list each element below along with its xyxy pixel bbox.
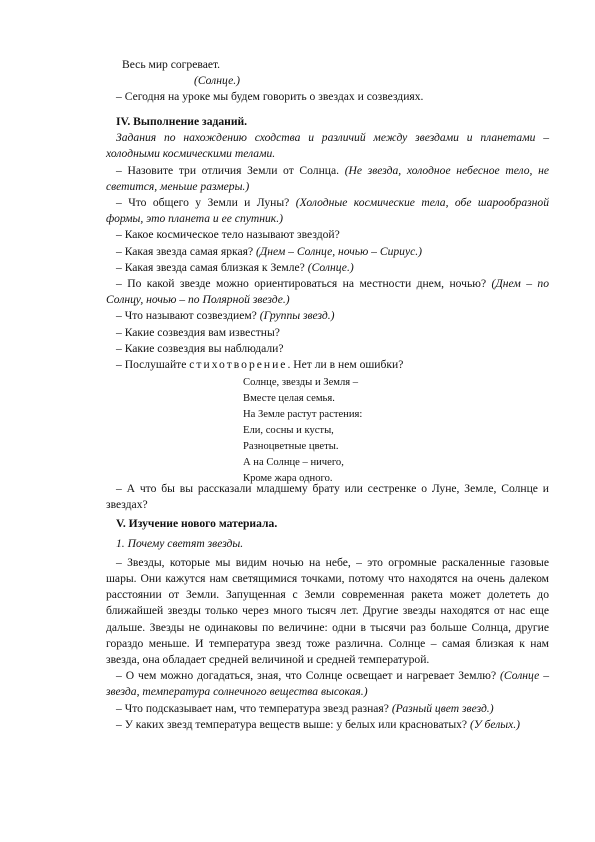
question-4: – Какая звезда самая яркая? (Днем – Солнце, ночью – Сириус.)	[116, 244, 423, 258]
question-2: – Что общего у Земли и Луны? (Холодные космические тела, обе шарообразной формы, это планета и ее спутник.)	[106, 196, 549, 226]
section-4-heading: IV. Выполнение заданий.	[116, 115, 248, 128]
poem	[243, 375, 463, 487]
answer-4: (Днем – Солнце, ночью – Сириус.)	[256, 244, 423, 258]
question-1: – Назовите три отличия Земли от Солнца. (Не звезда, холодное небесное тело, не светится, меньше размеры.)	[106, 163, 550, 193]
after-poem-question: – А что бы вы рассказали младшему брату или сестренке о Луне, Земле, Солнце и звездах?	[106, 482, 549, 512]
question-3: – Какое космическое тело называют звездой?	[116, 228, 340, 242]
question-6: – По какой звезде можно ориентироваться на местности днем, ночью? (Днем – по Солнцу, ночью – по Полярной звезде.)	[106, 277, 550, 307]
main-paragraph: – Звезды, которые мы видим ночью на небе, – это огромные раскаленные газовые шары. Они кажутся нам светящимися точками, потому что находятся на очень далеком расстоянии от Земли. Запущенная с Земли современная ракета может долететь до ближайшей звезды только через много тысяч лет. Другие звезды находятся от нас еще дальше. Звезды не одинаковы по величине: одни в тысячи раз больше Солнца, другие гораздо меньше. И температура звезд тоже различна. Солнце – самая близкая к нам звезда, она обладает средней величиной и средней температурой.	[106, 555, 549, 667]
poem-line: Вместе целая семья.	[243, 393, 335, 404]
question-8: – Какие созвездия вам известны?	[116, 325, 280, 339]
answer-7: (Группы звезд.)	[259, 309, 335, 323]
question-12: – Что подсказывает нам, что температура звезд разная? (Разный цвет звезд.)	[116, 701, 494, 715]
answer-1: (Не звезда, холодное небесное тело, не светится, меньше размеры.)	[106, 163, 550, 193]
intro-statement: – Сегодня на уроке мы будем говорить о звездах и созвездиях.	[116, 90, 424, 104]
subheading: 1. Почему светят звезды.	[116, 536, 244, 550]
poem-line: Разноцветные цветы.	[243, 441, 339, 452]
intro-line: Весь мир согревает.	[122, 58, 221, 71]
answer-12: (Разный цвет звезд.)	[391, 701, 494, 715]
task-description: Задания по нахождению сходства и различий между звездами и планетами – холодными космическими телами.	[106, 131, 549, 161]
question-5: – Какая звезда самая близкая к Земле? (Солнце.)	[116, 260, 354, 274]
section-4	[106, 114, 549, 373]
section-5-heading: V. Изучение нового материала.	[116, 517, 278, 531]
question-7: – Что называют созвездием? (Группы звезд.)	[116, 309, 335, 323]
intro-block	[106, 57, 549, 106]
poem-line: Солнце, звезды и Земля –	[243, 377, 359, 388]
answer-6: (Днем – по Солнцу, ночью – по Полярной звезде.)	[106, 277, 550, 307]
poem-line: Ели, сосны и кусты,	[243, 425, 334, 436]
poem-line: А на Солнце – ничего,	[243, 457, 344, 468]
answer-11: (Солнце – звезда, температура солнечного вещества высокая.)	[106, 669, 550, 699]
answer-2: (Холодные космические тела, обе шарообразной формы, это планета и ее спутник.)	[106, 196, 549, 226]
answer-5: (Солнце.)	[307, 260, 354, 274]
riddle-answer: (Солнце.)	[194, 74, 240, 88]
spaced-word: стихотворение	[189, 358, 288, 372]
question-13: – У каких звезд температура веществ выше: у белых или красноватых? (У белых.)	[116, 717, 521, 731]
poem-line: На Земле растут растения:	[243, 409, 363, 420]
poem-line: Кроме жара одного.	[243, 473, 333, 484]
answer-13: (У белых.)	[469, 717, 521, 731]
section-5	[106, 481, 549, 733]
question-10: – Послушайте стихотворение. Нет ли в нем ошибки?	[116, 358, 404, 372]
question-11: – О чем можно догадаться, зная, что Солнце освещает и нагревает Землю? (Солнце – звезда, температура солнечного вещества высокая.)	[106, 669, 550, 699]
question-9: – Какие созвездия вы наблюдали?	[116, 341, 284, 355]
